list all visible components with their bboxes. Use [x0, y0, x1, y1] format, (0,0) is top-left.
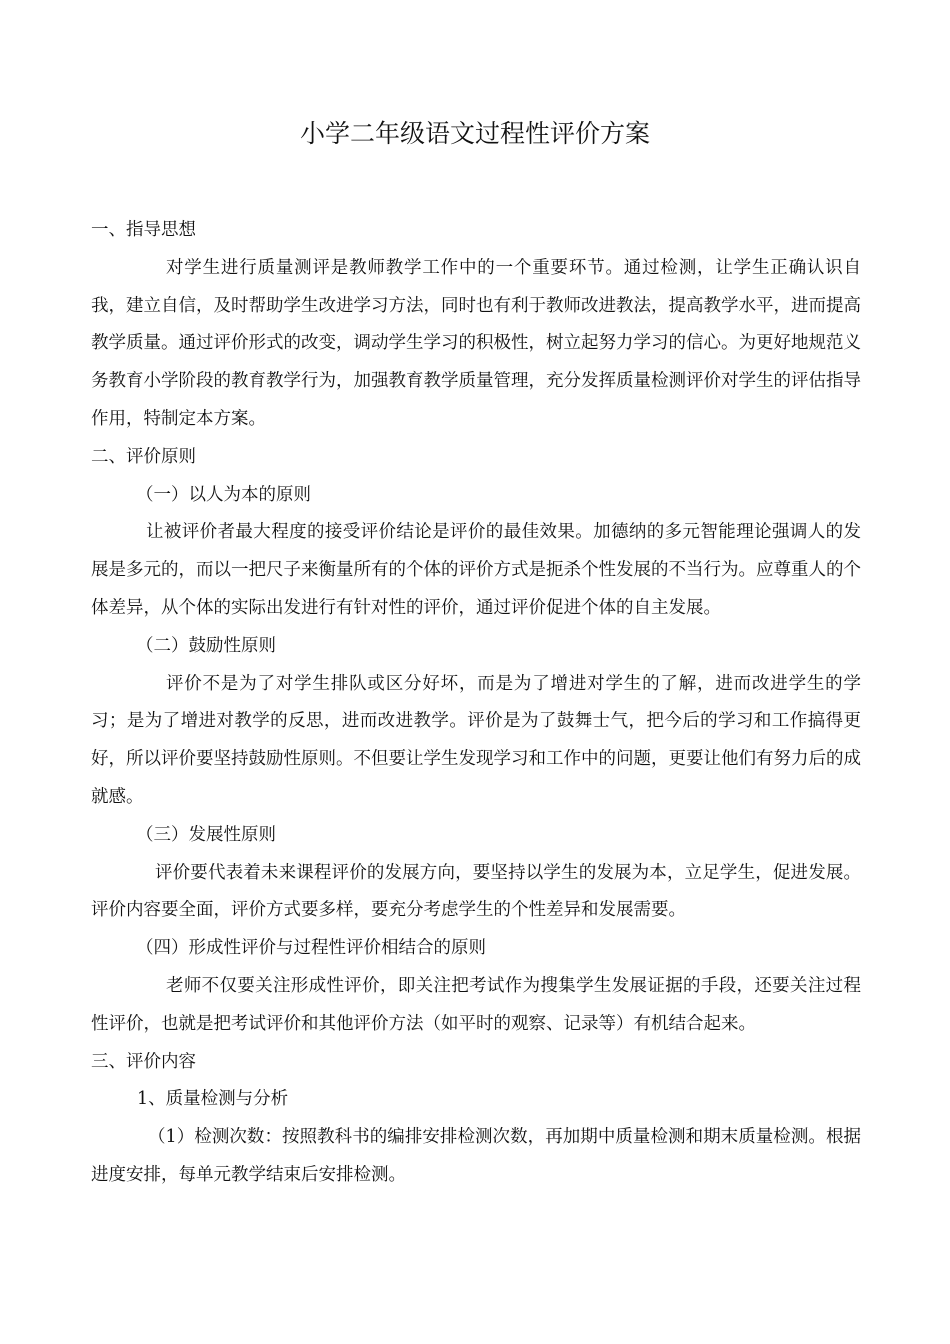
paragraph-formative-process: 老师不仅要关注形成性评价，即关注把考试作为搜集学生发展证据的手段，还要关注过程性评价，也就是把考试评价和其他评价方法（如平时的观察、记录等）有机结合起来。	[91, 975, 861, 1034]
content-item-quality-testing: 1、质量检测与分析	[137, 1089, 289, 1110]
principle-heading-formative-process: （四）形成性评价与过程性评价相结合的原则	[136, 938, 486, 959]
content-subitem-test-count: （1）检测次数：按照教科书的编排安排检测次数，再加期中质量检测和期末质量检测。根据进度安排，每单元教学结束后安排检测。	[91, 1127, 861, 1185]
principle-heading-encouragement: （二）鼓励性原则	[136, 635, 276, 656]
section-heading-guiding-ideology: 一、指导思想	[91, 220, 196, 240]
paragraph-people-oriented: 让被评价者最大程度的接受评价结论是评价的最佳效果。加德纳的多元智能理论强调人的发展是多元的，而以一把尺子来衡量所有的个体的评价方式是扼杀个性发展的不当行为。应尊重人的个体差异，从个体的实际出发进行有针对性的评价，通过评价促进个体的自主发展。	[91, 522, 861, 618]
paragraph-development: 评价要代表着未来课程评价的发展方向，要坚持以学生的发展为本，立足学生，促进发展。评价内容要全面，评价方式要多样，要充分考虑学生的个性差异和发展需要。	[91, 862, 861, 921]
paragraph-guiding-ideology: 对学生进行质量测评是教师教学工作中的一个重要环节。通过检测，让学生正确认识自我，建立自信，及时帮助学生改进学习方法，同时也有利于教师改进教法，提高教学水平，进而提高教学质量。通过评价形式的改变，调动学生学习的积极性，树立起努力学习的信心。为更好地规范义务教育小学阶段的教育教学行为，加强教育教学质量管理，充分发挥质量检测评价对学生的评估指导作用，特制定本方案。	[91, 257, 861, 429]
principle-heading-development: （三）发展性原则	[136, 824, 276, 845]
principle-heading-people-oriented: （一）以人为本的原则	[136, 484, 311, 505]
document-title: 小学二年级语文过程性评价方案	[299, 119, 650, 148]
section-heading-evaluation-content: 三、评价内容	[91, 1051, 196, 1072]
section-heading-evaluation-principles: 二、评价原则	[91, 446, 196, 467]
document-body	[91, 212, 861, 1195]
paragraph-encouragement: 评价不是为了对学生排队或区分好坏，而是为了增进对学生的了解，进而改进学生的学习；是为了增进对教学的反思，进而改进教学。评价是为了鼓舞士气，把今后的学习和工作搞得更好，所以评价要坚持鼓励性原则。不但要让学生发现学习和工作中的问题，更要让他们有努力后的成就感。	[91, 673, 861, 807]
